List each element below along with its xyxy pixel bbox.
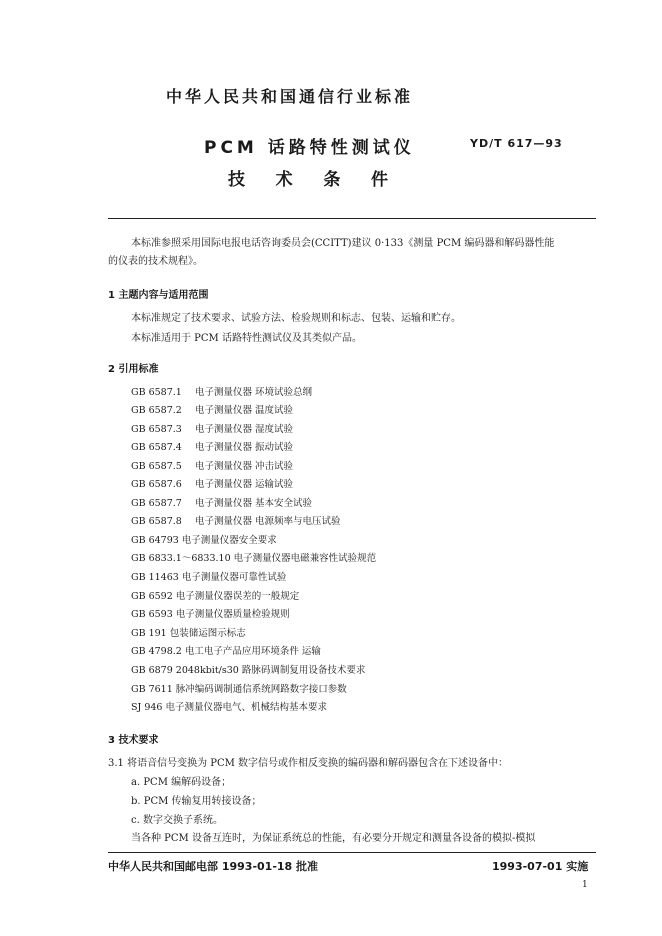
reference-title: 电子测量仪器 运输试验 <box>195 479 294 490</box>
document-title: PCM 话路特性测试仪 <box>204 138 415 158</box>
section-1-heading: 1 主题内容与适用范围 <box>108 290 209 301</box>
reference-item: GB 6593 电子测量仪器质量检验规则 <box>131 609 290 620</box>
page-number: 1 <box>582 880 588 890</box>
reference-item: SJ 946 电子测量仪器电气、机械结构基本要求 <box>131 702 327 713</box>
section-1-paragraph: 本标准适用于 PCM 话路特性测试仪及其类似产品。 <box>131 333 362 344</box>
subtitle-char: 条 <box>323 170 341 190</box>
standard-org-title: 中华人民共和国通信行业标准 <box>166 87 414 106</box>
standard-code: YD/T 617—93 <box>470 137 563 150</box>
clause-text: 当各种 PCM 设备互连时，为保证系统总的性能，有必要分开规定和测量各设备的模拟-模拟 <box>131 833 536 844</box>
reference-code: GB 6587.2 <box>131 405 182 416</box>
reference-item <box>131 441 293 455</box>
reference-item <box>131 515 341 529</box>
intro-line-1: 本标准参照采用国际电报电话咨询委员会(CCITT)建议 0·133《测量 PCM 编码器和解码器性能 <box>131 238 555 249</box>
reference-code: GB 6587.5 <box>131 461 182 472</box>
list-item: b. PCM 传输复用转接设备； <box>131 796 262 807</box>
header-divider <box>108 218 596 219</box>
reference-code: GB 6587.8 <box>131 516 182 527</box>
footer-divider <box>108 852 596 853</box>
reference-item: GB 191 包装储运图示标志 <box>131 628 246 639</box>
reference-title: 电子测量仪器 冲击试验 <box>195 461 294 472</box>
reference-item: GB 6592 电子测量仪器误差的一般规定 <box>131 591 300 602</box>
reference-title: 电子测量仪器 环境试验总纲 <box>195 387 313 398</box>
intro-line-2: 的仪表的技术规程》。 <box>108 256 203 267</box>
reference-item <box>131 460 293 474</box>
reference-item: GB 11463 电子测量仪器可靠性试验 <box>131 572 287 583</box>
reference-item: GB 7611 脉冲编码调制通信系统网路数字接口参数 <box>131 684 347 695</box>
reference-item: GB 6833.1～6833.10 电子测量仪器电磁兼容性试验规范 <box>131 553 377 564</box>
list-item: a. PCM 编解码设备； <box>131 777 232 788</box>
reference-code: GB 6587.7 <box>131 498 182 509</box>
section-2-heading: 2 引用标准 <box>108 364 159 375</box>
reference-item: GB 4798.2 电工电子产品应用环境条件 运输 <box>131 646 321 657</box>
reference-code: GB 6587.3 <box>131 424 182 435</box>
reference-item <box>131 423 293 437</box>
reference-code: GB 6587.1 <box>131 387 182 398</box>
list-item: c. 数字交换子系统。 <box>131 815 223 826</box>
effective-date: 1993-07-01 实施 <box>492 860 589 873</box>
reference-item <box>131 404 293 418</box>
subtitle-char: 技 <box>228 170 245 190</box>
reference-item <box>131 497 312 511</box>
clause-3-1: 3.1 将语音信号变换为 PCM 数字信号或作相反变换的编码器和解码器包含在下述设备中： <box>108 758 509 769</box>
reference-title: 电子测量仪器 基本安全试验 <box>195 498 313 509</box>
reference-title: 电子测量仪器 湿度试验 <box>195 424 294 435</box>
reference-code: GB 6587.6 <box>131 479 182 490</box>
subtitle-char: 件 <box>370 170 388 190</box>
reference-code: GB 6587.4 <box>131 442 182 453</box>
reference-item <box>131 386 312 400</box>
reference-item: GB 6479З 电子测量仪器安全要求 <box>131 535 277 546</box>
reference-item <box>131 478 293 492</box>
reference-item: GB 6879 2048kbit/s30 路脉码调制复用设备技术要求 <box>131 665 366 676</box>
reference-title: 电子测量仪器 电源频率与电压试验 <box>195 516 341 527</box>
section-3-heading: 3 技术要求 <box>108 735 159 746</box>
document-subtitle <box>228 165 388 190</box>
reference-title: 电子测量仪器 振动试验 <box>195 442 294 453</box>
issuer-approval: 中华人民共和国邮电部 1993-01-18 批准 <box>108 860 319 873</box>
section-1-paragraph: 本标准规定了技术要求、试验方法、检验规则和标志、包装、运输和贮存。 <box>131 313 461 324</box>
subtitle-char: 术 <box>275 170 293 190</box>
reference-title: 电子测量仪器 温度试验 <box>195 405 294 416</box>
